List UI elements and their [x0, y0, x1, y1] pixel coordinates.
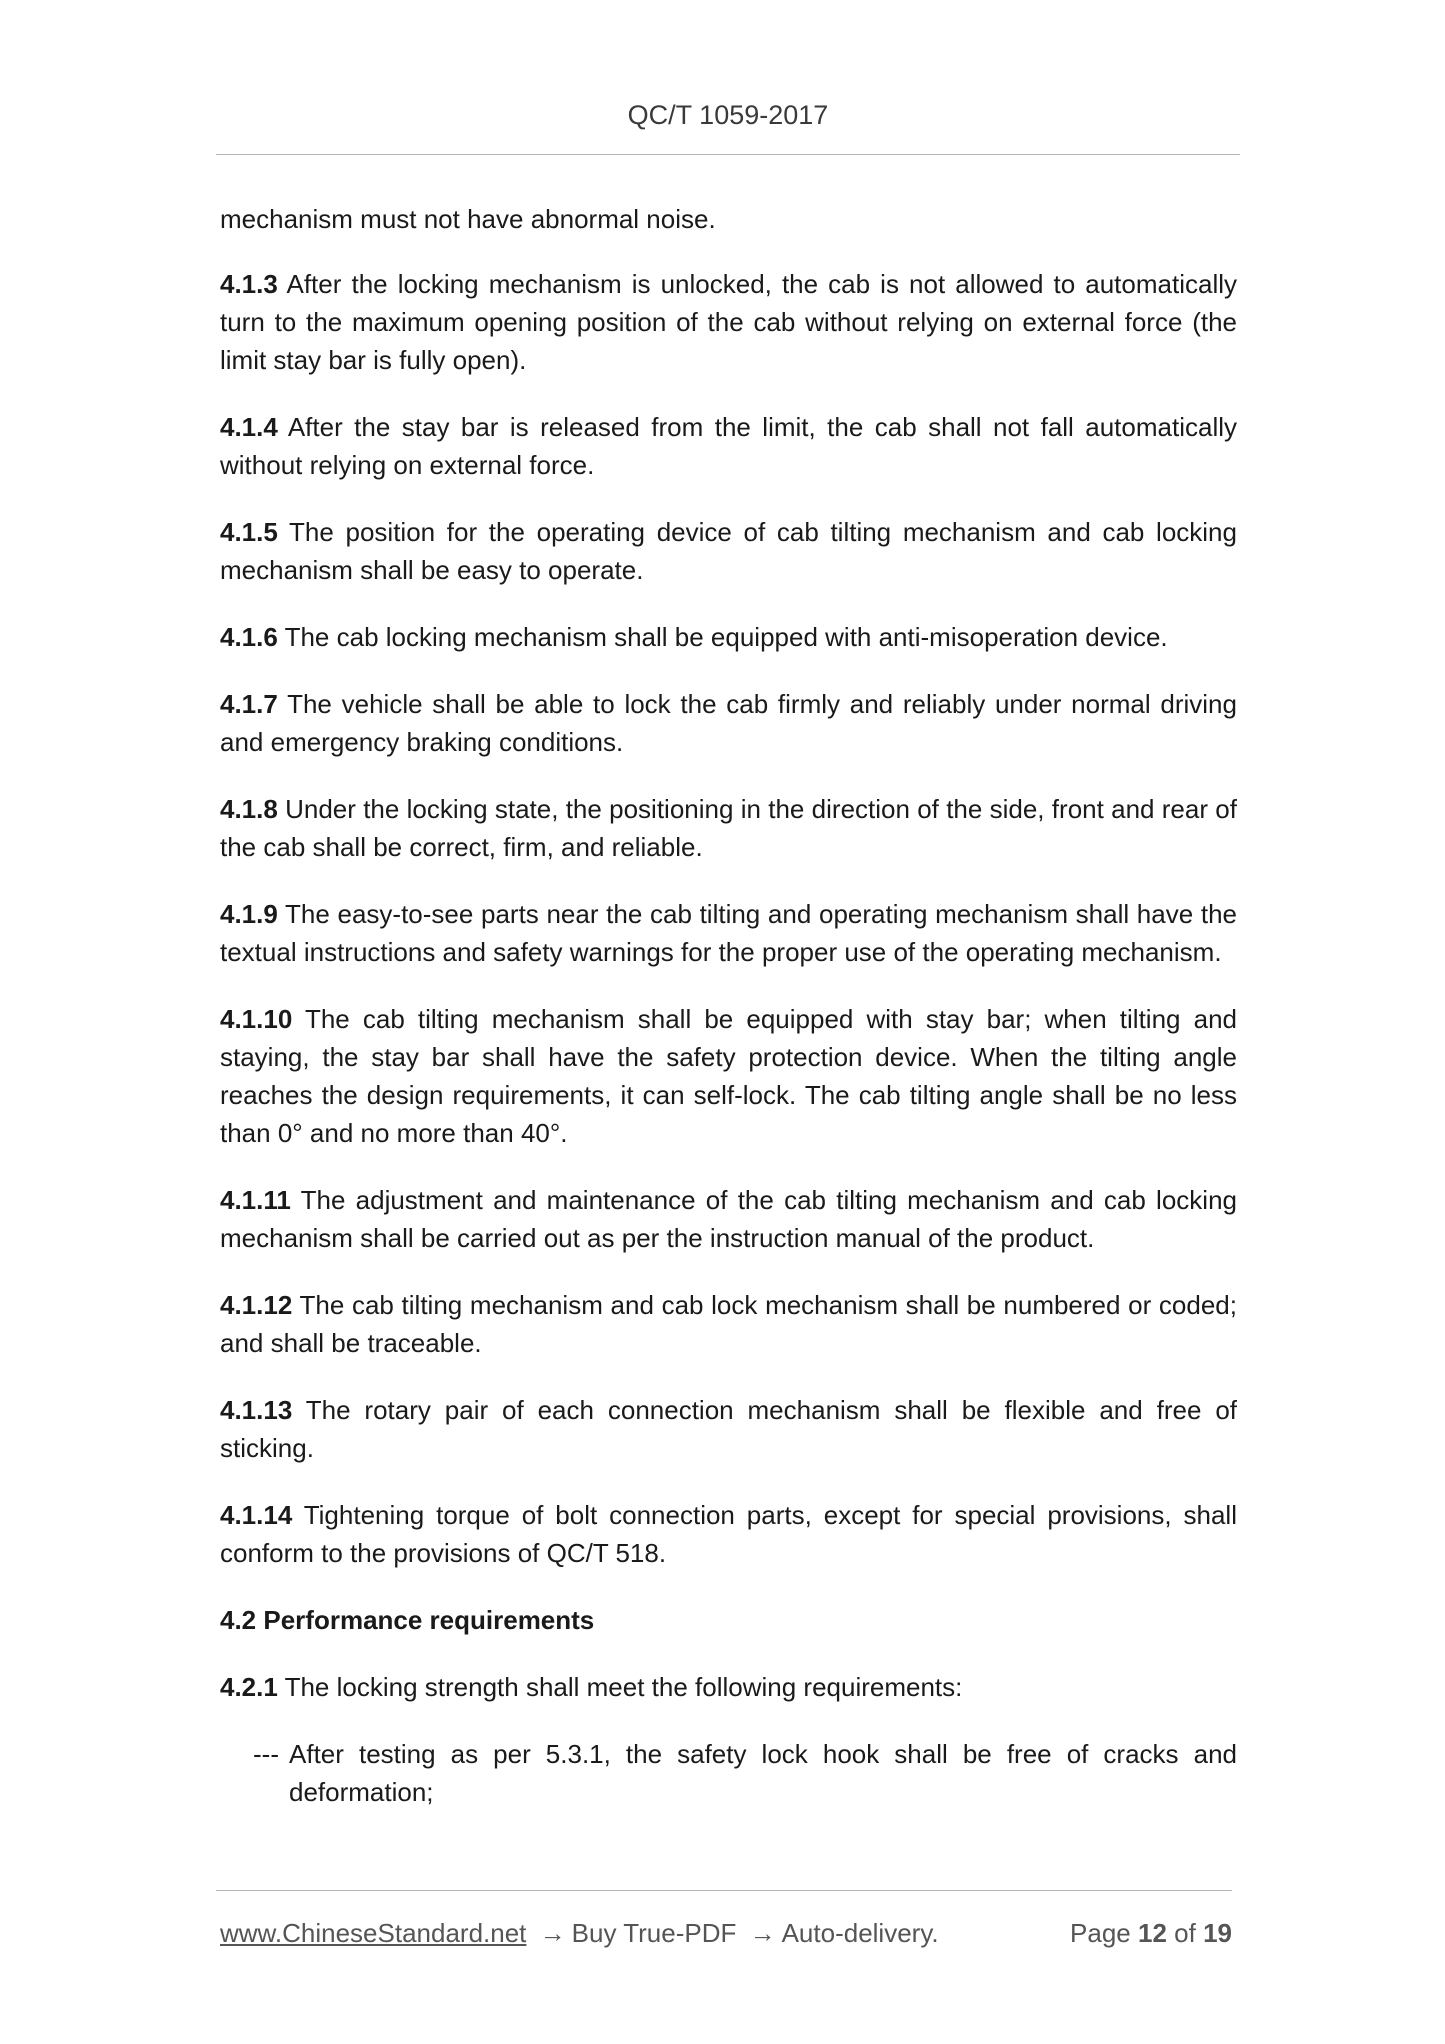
list-item-text: After testing as per 5.3.1, the safety lock hook shall be free of cracks and deformation;	[289, 1739, 1237, 1807]
page-label: Page	[1070, 1918, 1131, 1948]
footer-divider	[216, 1890, 1232, 1891]
document-code-header: QC/T 1059-2017	[627, 100, 829, 130]
clause-number: 4.1.10	[220, 1004, 293, 1034]
clause-number: 4.1.14	[220, 1500, 293, 1530]
clause-4-2-1	[220, 1668, 1237, 1706]
clause-text: The cab tilting mechanism and cab lock mechanism shall be numbered or coded; and shall be traceable.	[220, 1290, 1237, 1358]
page-content	[220, 200, 1237, 1811]
clause-number: 4.1.3	[220, 269, 278, 299]
section-heading-4-2: 4.2 Performance requirements	[220, 1605, 595, 1635]
clause-4-1-7	[220, 685, 1237, 761]
clause-4-1-4	[220, 408, 1237, 484]
clause-number: 4.1.12	[220, 1290, 293, 1320]
page-indicator	[1070, 1918, 1232, 1949]
page-number: 12	[1138, 1918, 1167, 1948]
clause-4-1-5	[220, 513, 1237, 589]
clause-text: After the locking mechanism is unlocked, the cab is not allowed to automatically turn to the maximum opening position of the cab without relying on external force (the limit stay bar is fully open).	[220, 269, 1237, 375]
clause-4-1-8	[220, 790, 1237, 866]
clause-text: The locking strength shall meet the following requirements:	[284, 1672, 963, 1702]
clause-text: The cab locking mechanism shall be equipped with anti-misoperation device.	[284, 622, 1168, 652]
clause-text: The cab tilting mechanism shall be equipped with stay bar; when tilting and staying, the stay bar shall have the safety protection device. When the tilting angle reaches the design requirements, it can self-lock. The cab tilting angle shall be no less than 0° and no more than 40°.	[220, 1004, 1237, 1148]
clause-text: The adjustment and maintenance of the cab tilting mechanism and cab locking mechanism shall be carried out as per the instruction manual of the product.	[220, 1185, 1237, 1253]
clause-4-1-6	[220, 618, 1237, 656]
header-divider	[216, 154, 1240, 155]
clause-4-1-3	[220, 265, 1237, 379]
clause-text: Under the locking state, the positioning in the direction of the side, front and rear of the cab shall be correct, firm, and reliable.	[220, 794, 1237, 862]
clause-number: 4.1.13	[220, 1395, 293, 1425]
list-item	[220, 1735, 1237, 1811]
clause-4-1-13	[220, 1391, 1237, 1467]
buy-pdf-text: Buy True-PDF	[571, 1918, 737, 1948]
clause-4-1-9	[220, 895, 1237, 971]
clause-number: 4.1.9	[220, 899, 278, 929]
page-total: 19	[1203, 1918, 1232, 1948]
page-footer	[220, 1918, 1232, 1949]
clause-4-1-14	[220, 1496, 1237, 1572]
clause-number: 4.1.11	[220, 1185, 291, 1215]
arrow-right-icon: →	[539, 1918, 566, 1948]
clause-number: 4.2.1	[220, 1672, 278, 1702]
list-dash: ---	[253, 1739, 279, 1769]
clause-number: 4.1.6	[220, 622, 278, 652]
footer-promo	[220, 1918, 939, 1949]
auto-delivery-text: Auto-delivery.	[781, 1918, 939, 1948]
clause-number: 4.1.5	[220, 517, 278, 547]
of-label: of	[1174, 1918, 1196, 1948]
clause-number: 4.1.8	[220, 794, 278, 824]
clause-4-1-11	[220, 1181, 1237, 1257]
clause-text: Tightening torque of bolt connection parts, except for special provisions, shall conform to the provisions of QC/T 518.	[220, 1500, 1237, 1568]
clause-4-1-10	[220, 1000, 1237, 1152]
clause-text: After the stay bar is released from the limit, the cab shall not fall automatically without relying on external force.	[220, 412, 1238, 480]
clause-text: The position for the operating device of cab tilting mechanism and cab locking mechanism shall be easy to operate.	[220, 517, 1237, 585]
website-link[interactable]: www.ChineseStandard.net	[220, 1918, 527, 1948]
clause-text: The easy-to-see parts near the cab tilting and operating mechanism shall have the textual instructions and safety warnings for the proper use of the operating mechanism.	[220, 899, 1237, 967]
clause-number: 4.1.4	[220, 412, 278, 442]
arrow-right-icon: →	[749, 1918, 776, 1948]
clause-number: 4.1.7	[220, 689, 278, 719]
clause-4-1-12	[220, 1286, 1237, 1362]
continuation-paragraph: mechanism must not have abnormal noise.	[220, 204, 716, 234]
clause-text: The rotary pair of each connection mechanism shall be flexible and free of sticking.	[220, 1395, 1237, 1463]
clause-text: The vehicle shall be able to lock the cab firmly and reliably under normal driving and emergency braking conditions.	[220, 689, 1237, 757]
